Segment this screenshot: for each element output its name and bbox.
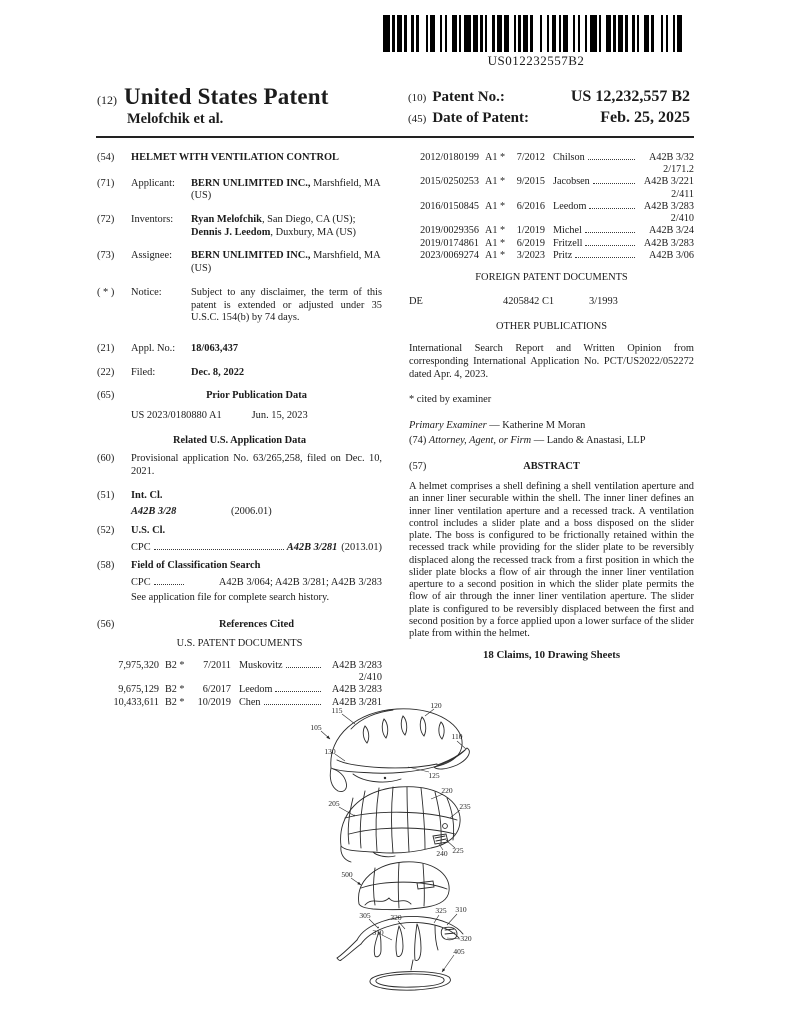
dot-leader [593,183,635,184]
applicant-label: Applicant: [131,177,175,189]
field-number-45: (45) [408,113,427,125]
ref-kind: B2 * [165,696,185,708]
field-number: (65) [97,390,115,402]
patent-date: Feb. 25, 2025 [600,109,690,126]
ref-class: A42B 3/281 [331,696,382,708]
claims-line: 18 Claims, 10 Drawing Sheets [482,649,621,662]
table-row-continuation: 2/410 [670,213,694,225]
ref-number: 9,675,129 [118,684,159,696]
field-number: (56) [97,618,115,630]
abstract-text: A helmet comprises a shell defining a shell ventilation aperture and an inner liner securable within the shell. The inner liner defines an inner liner ventilation aperture and a recessed track. A ventilation control includes a slider plate and a boss disposed on the slider plate. The boss is configured to be frictionally retained within the recessed track while providing for the slider plate to be reversibly displaced along the recessed track from a first position in which the slider plate blocks a flow of air through the inner liner ventilation aperture to a second position in which the slider plate permits the flow of air through the inner liner ventilation aperture. The slider plate is configured to be reversibly displaced between the first and second position by a force applied upon a lower surface of the slider plate from within the helmet. [409,480,694,640]
ref-name: Leedom [239,684,273,696]
primary-examiner-line: Primary Examiner — Katherine M Moran [409,419,586,431]
prior-pub-number: US 2023/0180880 A1 [131,409,222,421]
dot-leader [154,549,284,550]
dot-leader [286,667,321,668]
header-left [97,84,329,128]
ref-label-240: 240 [436,849,448,858]
table-row [409,225,694,237]
ref-name: Michel [553,225,582,237]
foreign-date: 3/1993 [589,295,618,307]
assignee-value: BERN UNLIMITED INC., Marshfield, MA (US) [191,250,381,275]
ref-date: 10/2019 [197,696,231,708]
dot-leader [585,245,635,246]
cpc-label: CPC [131,541,151,553]
applicant-row [97,178,382,203]
ref-label-405: 405 [453,947,465,956]
other-pubs-text: International Search Report and Written Opinion from corresponding International Application No. PCT/US2022/052272 dated Apr. 4, 2023. [409,343,694,380]
table-row [409,152,694,164]
field-number: (21) [97,342,115,354]
field-search-classes: A42B 3/064; A42B 3/281; A42B 3/283 [218,577,382,589]
int-cl-date: (2006.01) [231,506,272,518]
cited-by-examiner: * cited by examiner [409,394,492,406]
dot-leader [154,584,184,585]
assignee-label: Assignee: [131,250,172,262]
ref-name: Leedom [553,200,587,212]
filed-row [97,367,382,380]
us-cl-line [97,542,382,555]
patent-date-label: Date of Patent: [432,110,529,126]
patent-number-label: Patent No.: [432,89,505,105]
ref-class: A42B 3/283 [643,237,694,249]
ref-name-cell [547,201,638,213]
ref-label-105: 105 [310,723,322,732]
ref-kind: A1 * [485,225,506,237]
ref-class: A42B 3/283 [643,200,694,212]
foreign-doc-row [409,296,694,309]
other-pubs-heading: OTHER PUBLICATIONS [495,321,608,333]
field-search-line [97,577,382,590]
ref-number: 7,975,320 [118,659,159,671]
table-row-continuation: 2/410 [358,672,382,684]
table-row [409,201,694,213]
barcode-text: US012232557B2 [487,53,585,68]
right-column [409,152,694,663]
ref-kind: A1 * [485,237,506,249]
int-cl-heading: Int. Cl. [131,489,163,501]
related-data-heading: Related U.S. Application Data [172,434,307,446]
ref-label-235: 235 [459,802,471,811]
us-cl-heading-row [97,525,382,538]
ref-name-cell [547,250,638,262]
table-row-continuation: 2/171.2 [663,164,694,176]
provisional-row [97,453,382,478]
provisional-text: Provisional application No. 63/265,258, filed on Dec. 10, 2021. [131,453,382,477]
appl-no-row [97,343,382,356]
dot-leader [585,232,635,233]
ref-date: 7/2012 [516,152,545,163]
patent-drawing [295,698,505,1010]
foreign-docs-heading: FOREIGN PATENT DOCUMENTS [475,272,628,284]
inventors-value: Ryan Melofchik, San Diego, CA (US); Dennis J. Leedom, Duxbury, MA (US) [191,214,357,238]
foreign-number: 4205842 C1 [503,295,555,307]
references-heading-row [97,619,382,632]
page-title: United States Patent [124,84,329,109]
field-number: (71) [97,177,115,189]
us-cl-heading: U.S. Cl. [131,525,166,537]
ref-number: 2019/0029356 [420,225,479,237]
notice-row [97,287,382,325]
inventors-row [97,214,382,239]
ref-name: Pritz [553,249,573,261]
dot-leader [575,257,635,258]
field-number: (52) [97,525,115,537]
ref-name-cell [547,225,638,237]
ref-date: 6/2017 [202,684,231,696]
dot-leader [589,208,635,209]
field-number: (51) [97,489,115,501]
ref-name-cell [547,152,638,164]
cpc-value: A42B 3/281 [286,541,338,553]
header-divider [96,136,694,138]
ref-number: 2016/0150845 [420,200,479,212]
ref-class: A42B 3/24 [649,225,694,237]
ref-date: 7/2011 [203,659,231,671]
ref-class: A42B 3/221 [643,176,694,188]
ref-label-130: 130 [324,747,336,756]
ref-class: A42B 3/32 [649,152,694,163]
prior-pub-heading: Prior Publication Data [206,390,307,402]
table-row [97,660,382,672]
barcode-bars [383,15,689,52]
ref-label-310a: 310 [455,905,467,914]
ref-name: Muskovitz [239,659,283,671]
us-application-documents-table [409,152,694,262]
int-cl-code: A42B 3/28 [131,506,177,518]
abstract-heading: ABSTRACT [523,461,580,473]
ref-kind: B2 * [165,684,185,696]
table-row [409,250,694,262]
prior-pub-heading-row [97,390,382,403]
int-cl-line [97,506,382,519]
prior-pub-line [97,410,382,423]
field-number: (54) [97,152,115,163]
field-search-heading-row [97,560,382,573]
table-row [97,684,382,696]
table-row [409,238,694,250]
abstract-heading-row [409,461,694,474]
ref-number: 2012/0180199 [420,152,479,163]
filed-value: Dec. 8, 2022 [191,366,245,378]
field-number: (58) [97,560,115,572]
field-number-10: (10) [408,92,427,104]
assignee-row [97,250,382,275]
ref-label-320b: 320 [460,934,472,943]
ref-name-cell [233,684,324,696]
ref-kind: A1 * [485,176,506,188]
references-heading: References Cited [218,618,295,630]
ref-name: Chilson [553,152,585,163]
ref-class: A42B 3/283 [331,659,382,671]
cpc-date: (2013.01) [341,541,382,553]
ref-class: A42B 3/06 [649,249,694,261]
ref-label-310b: 310 [372,928,384,937]
field-number: (60) [97,453,115,465]
filed-label: Filed: [131,366,156,378]
us-patent-docs-heading: U.S. PATENT DOCUMENTS [176,638,303,650]
ref-kind: A1 * [485,249,506,261]
notice-label: Notice: [131,286,162,298]
ref-number: 2023/0069274 [420,249,479,261]
header-right [408,88,690,130]
inventor-short-name: Melofchik et al. [127,111,224,127]
patent-drawing-area [295,698,505,1010]
notice-text: Subject to any disclaimer, the term of this patent is extended or adjusted under 35 U.S.C. 154(b) by 74 days. [191,286,382,324]
ref-number: 2015/0250253 [420,176,479,188]
ref-number: 2019/0174861 [420,237,479,249]
ref-name-cell [233,660,324,672]
field-number: (22) [97,366,115,378]
dot-leader [588,159,635,160]
field-number: (73) [97,250,115,262]
patent-number: US 12,232,557 B2 [570,88,690,105]
ref-kind: A1 * [485,152,506,163]
ref-label-115: 115 [331,706,343,715]
ref-name: Fritzell [553,237,583,249]
cpc-label: CPC [131,577,151,589]
invention-title-row [97,152,382,165]
ref-label-305: 305 [359,911,371,920]
ref-kind: B2 * [165,659,185,671]
ref-label-120: 120 [430,701,442,710]
ref-label-225: 225 [452,846,464,855]
ref-label-220: 220 [441,786,453,795]
ref-name-cell [547,176,638,188]
ref-label-500: 500 [341,870,353,879]
ref-date: 6/2019 [516,237,545,249]
table-row [409,176,694,188]
ref-date: 9/2015 [516,176,545,188]
ref-label-205: 205 [328,799,340,808]
ref-name: Jacobsen [553,176,590,188]
field-number: ( * ) [97,286,115,298]
appl-no-label: Appl. No.: [131,342,176,354]
prior-pub-date: Jun. 15, 2023 [251,409,308,421]
ref-date: 6/2016 [516,200,545,212]
ref-number: 10,433,611 [113,696,159,708]
ref-label-320a: 320 [390,913,402,922]
ref-label-110: 110 [451,732,463,741]
ref-name-cell [547,238,638,250]
invention-title: HELMET WITH VENTILATION CONTROL [131,152,339,163]
field-search-heading: Field of Classification Search [131,560,261,572]
ref-name: Chen [239,696,261,708]
ref-kind: A1 * [485,200,506,212]
int-cl-heading-row [97,490,382,503]
ref-date: 1/2019 [516,225,545,237]
foreign-country: DE [409,295,423,307]
inventors-label: Inventors: [131,214,174,226]
table-row-continuation: 2/411 [671,188,694,200]
field-number: (72) [97,214,115,226]
appl-no-value: 18/063,437 [191,342,239,354]
ref-label-325: 325 [435,906,447,915]
field-number-12: (12) [97,93,117,107]
left-column [97,152,382,709]
field-number: (57) [409,461,427,473]
ref-date: 3/2023 [516,249,545,261]
barcode [383,15,689,69]
ref-label-125: 125 [428,771,440,780]
applicant-value: BERN UNLIMITED INC., Marshfield, MA (US) [191,177,381,202]
dot-leader [275,691,321,692]
attorney-line: (74) Attorney, Agent, or Firm — Lando & Anastasi, LLP [409,434,646,446]
ref-class: A42B 3/283 [331,684,382,696]
field-search-note: See application file for complete search history. [131,591,330,603]
